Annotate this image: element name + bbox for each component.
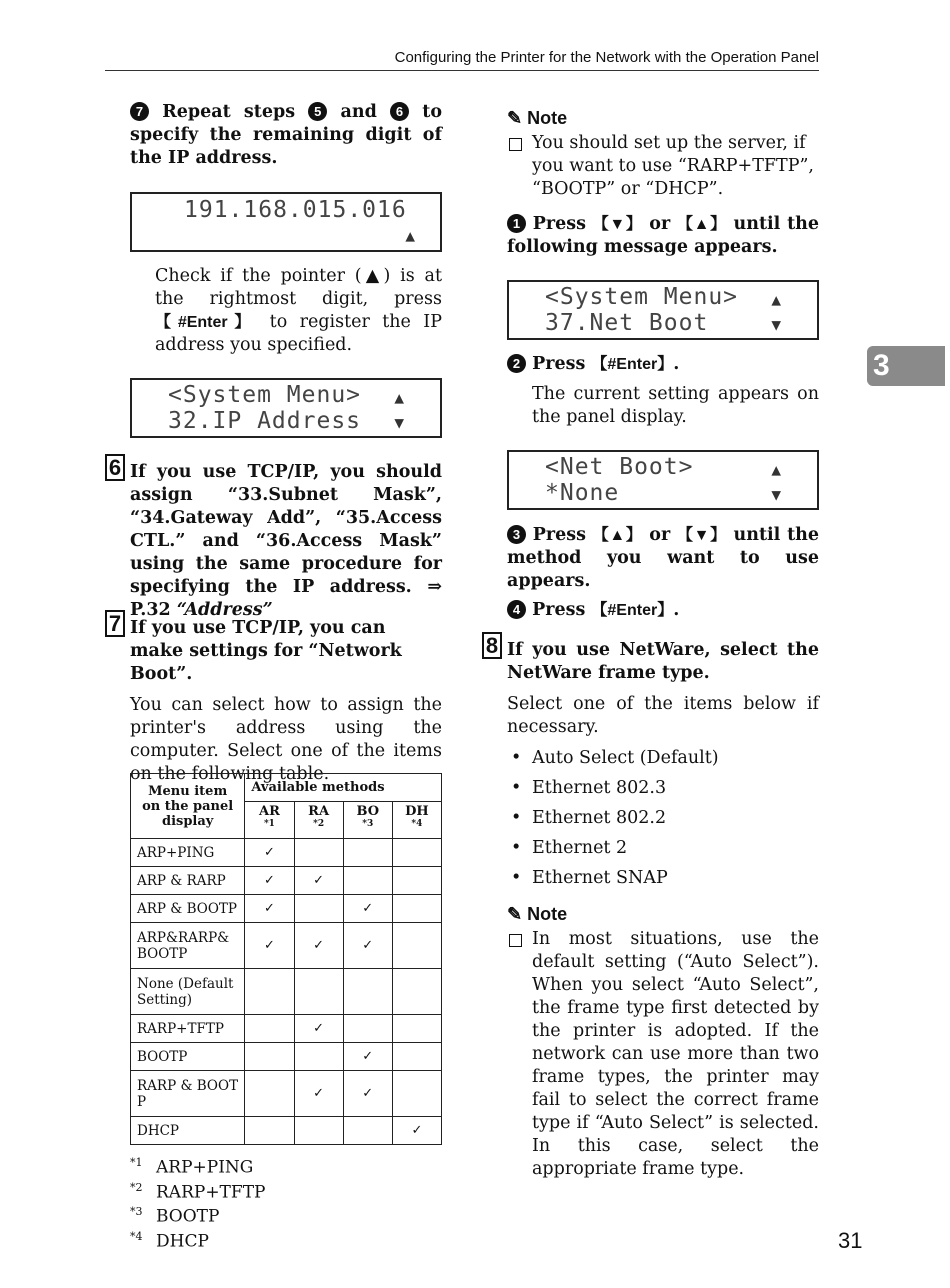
table-row <box>131 839 442 867</box>
step-8 <box>507 639 819 739</box>
page-ref-title: “Address” <box>176 600 273 620</box>
menu-item-cell: ARP+PING <box>131 839 245 867</box>
column-footnote-mark: *4 <box>411 819 423 830</box>
column-label: DH <box>405 804 429 820</box>
substep-text: Press <box>532 354 586 374</box>
table-body <box>131 839 442 1145</box>
method-check-cell <box>392 1071 441 1117</box>
method-check-cell <box>245 1071 294 1117</box>
frame-type-list <box>507 743 819 893</box>
column-header <box>245 802 294 839</box>
method-check-cell <box>392 923 441 969</box>
method-check-cell: ✓ <box>343 895 392 923</box>
check-text-b: to register the IP address you specified. <box>155 312 442 355</box>
method-check-cell <box>343 969 392 1015</box>
list-item: • Ethernet SNAP <box>507 863 819 893</box>
check-paragraph <box>155 265 442 357</box>
column-header <box>343 802 392 839</box>
list-item: • Auto Select (Default) <box>507 743 819 773</box>
substep-4 <box>507 599 819 622</box>
footnote-text: BOOTP <box>156 1206 220 1227</box>
step-number-6: 6 <box>105 454 125 481</box>
footnote-text: ARP+PING <box>156 1157 254 1178</box>
table-row <box>131 923 442 969</box>
lcd-ip-address <box>130 192 442 252</box>
method-check-cell <box>392 867 441 895</box>
method-check-cell <box>294 895 343 923</box>
menu-item-cell: ARP&RARP&BOOTP <box>131 923 245 969</box>
method-check-cell: ✓ <box>343 1071 392 1117</box>
table-row <box>131 1117 442 1145</box>
network-boot-table <box>130 773 442 1145</box>
method-check-cell <box>294 839 343 867</box>
lcd-row-1: <Net Boot> <box>545 454 694 480</box>
note-title: Note <box>527 904 568 924</box>
step-ref-5: 5 <box>308 102 327 121</box>
pencil-icon: ✎ <box>507 904 523 924</box>
lcd-row-2: 32.IP Address <box>168 408 362 434</box>
menu-item-cell: RARP+TFTP <box>131 1015 245 1043</box>
method-check-cell: ✓ <box>294 867 343 895</box>
method-check-cell: ✓ <box>245 839 294 867</box>
substep-7 <box>130 101 442 170</box>
method-check-cell <box>245 1015 294 1043</box>
method-check-cell: ✓ <box>294 1071 343 1117</box>
column-footnote-mark: *2 <box>313 819 325 830</box>
column-label: RA <box>308 804 330 820</box>
footnote-mark: *4 <box>130 1229 143 1243</box>
footnotes <box>130 1153 265 1252</box>
note-title: Note <box>527 108 568 128</box>
column-footnote-mark: *1 <box>263 819 275 830</box>
down-key: 【▼】 <box>676 527 727 544</box>
method-check-cell <box>343 839 392 867</box>
note-header <box>507 108 819 129</box>
chapter-tab <box>867 346 945 386</box>
substep-text-a: Repeat steps <box>162 102 296 122</box>
footnote-mark: *3 <box>130 1205 143 1219</box>
method-check-cell: ✓ <box>392 1117 441 1145</box>
step-7-title: If you use TCP/IP, you can make settings for “Network Boot”. <box>130 618 402 684</box>
method-check-cell: ✓ <box>343 1043 392 1071</box>
footnote-mark: *2 <box>130 1180 143 1194</box>
list-item: • Ethernet 802.2 <box>507 803 819 833</box>
list-item: • Ethernet 2 <box>507 833 819 863</box>
footnote <box>130 1202 265 1227</box>
substep-number: 1 <box>507 214 526 233</box>
method-check-cell <box>343 1015 392 1043</box>
check-text-a: Check if the pointer (▲) is at the rightmost digit, press <box>155 266 442 309</box>
enter-key: 【#Enter】 <box>591 356 674 373</box>
substep-number: 4 <box>507 600 526 619</box>
chapter-number: 3 <box>873 349 890 382</box>
lcd-row-2: *None <box>545 480 620 506</box>
step-7-body: You can select how to assign the printer's address using the computer. Select one of the items on the following table. <box>130 695 442 784</box>
method-check-cell <box>294 1043 343 1071</box>
note-2 <box>507 904 819 1181</box>
method-check-cell: ✓ <box>245 867 294 895</box>
column-header <box>294 802 343 839</box>
menu-item-cell: BOOTP <box>131 1043 245 1071</box>
page-number: 31 <box>838 1228 863 1253</box>
footnote <box>130 1153 265 1178</box>
pencil-icon: ✎ <box>507 108 523 128</box>
substep-number: 7 <box>130 102 149 121</box>
lcd-system-menu-netboot <box>507 280 819 340</box>
menu-item-cell: DHCP <box>131 1117 245 1145</box>
page-ref: ⇒ P.32 <box>130 577 442 620</box>
substep-1 <box>507 213 819 259</box>
menu-item-cell: ARP & RARP <box>131 867 245 895</box>
substep-text-b: and <box>340 102 377 122</box>
substep-text: until the following message appears. <box>507 214 820 257</box>
lcd-net-boot <box>507 450 819 510</box>
substep-text: . <box>673 354 680 374</box>
up-key: 【▲】 <box>676 216 727 233</box>
substep-2 <box>507 353 819 376</box>
method-check-cell <box>294 969 343 1015</box>
table-row <box>131 969 442 1015</box>
header-available-methods: Available methods <box>245 774 442 802</box>
method-check-cell: ✓ <box>294 1015 343 1043</box>
method-check-cell <box>392 1015 441 1043</box>
menu-item-cell: RARP & BOOTP <box>131 1071 245 1117</box>
method-check-cell: ✓ <box>245 895 294 923</box>
note-text: In most situations, use the default setting (“Auto Select”). When you select “Auto Select”, the frame type first detected by the printer is adopted. If the network can use more than two frame types, the printer may fail to select the correct frame type if “Auto Select” is selected. In this case, select the appropriate frame type. <box>532 929 819 1179</box>
step-number-7: 7 <box>105 610 125 637</box>
substep-text: . <box>673 600 680 620</box>
footnote-text: DHCP <box>156 1231 209 1252</box>
pointer-up-icon: ▲ <box>405 226 415 245</box>
column-label: AR <box>258 804 280 820</box>
substep-number: 2 <box>507 354 526 373</box>
step-8-body: Select one of the items below if necessary. <box>507 694 819 737</box>
arrow-down-icon: ▼ <box>394 413 404 432</box>
column-footnote-mark: *3 <box>362 819 374 830</box>
note-header <box>507 904 819 925</box>
method-check-cell <box>245 969 294 1015</box>
running-header <box>105 47 819 71</box>
arrow-up-icon: ▲ <box>771 460 781 479</box>
substep-text: Press <box>532 525 586 545</box>
table-row <box>131 1043 442 1071</box>
substep-text: or <box>649 214 671 234</box>
substep-text: Press <box>532 214 586 234</box>
enter-key: 【#Enter】 <box>155 314 258 331</box>
table-row <box>131 1071 442 1117</box>
method-check-cell <box>245 1043 294 1071</box>
step-6-body: If you use TCP/IP, you should assign “33.Subnet Mask”, “34.Gateway Add”, “35.Access CTL.” and “36.Access Mask” using the same procedure for specifying the IP address. <box>130 462 442 597</box>
table-row <box>131 867 442 895</box>
method-check-cell <box>392 1043 441 1071</box>
method-check-cell <box>343 867 392 895</box>
header-title: Configuring the Printer for the Network with the Operation Panel <box>394 49 819 66</box>
method-check-cell <box>392 895 441 923</box>
method-check-cell <box>294 1117 343 1145</box>
up-key: 【▲】 <box>592 527 643 544</box>
enter-key: 【#Enter】 <box>591 602 674 619</box>
substep-2-body: The current setting appears on the panel display. <box>532 384 819 427</box>
method-check-cell <box>392 839 441 867</box>
menu-item-cell: None (Default Setting) <box>131 969 245 1015</box>
arrow-up-icon: ▲ <box>394 388 404 407</box>
substep-text-c: to specify the remaining digit of the IP address. <box>130 102 443 168</box>
arrow-up-icon: ▲ <box>771 290 781 309</box>
checkbox-icon <box>509 138 522 151</box>
checkbox-icon <box>509 934 522 947</box>
method-check-cell <box>343 1117 392 1145</box>
method-check-cell: ✓ <box>294 923 343 969</box>
arrow-down-icon: ▼ <box>771 485 781 504</box>
table-row <box>131 1015 442 1043</box>
lcd-row-1: <System Menu> <box>545 284 739 310</box>
method-check-cell: ✓ <box>343 923 392 969</box>
footnote-mark: *1 <box>130 1156 143 1169</box>
note-text: You should set up the server, if you want to use “RARP+TFTP”, “BOOTP” or “DHCP”. <box>532 133 814 199</box>
step-7 <box>130 617 442 786</box>
step-ref-6: 6 <box>390 102 409 121</box>
footnote-text: RARP+TFTP <box>156 1182 266 1203</box>
lcd-row-2: 37.Net Boot <box>545 310 709 336</box>
step-6-text <box>130 461 442 622</box>
column-label: BO <box>356 804 380 820</box>
note-1 <box>507 108 819 201</box>
substep-number: 3 <box>507 525 526 544</box>
substep-text: Press <box>532 600 586 620</box>
step-number-8: 8 <box>482 632 502 659</box>
method-check-cell: ✓ <box>245 923 294 969</box>
method-check-cell <box>245 1117 294 1145</box>
method-check-cell <box>392 969 441 1015</box>
substep-text: or <box>649 525 671 545</box>
down-key: 【▼】 <box>592 216 643 233</box>
footnote <box>130 1227 265 1252</box>
lcd-row-1: 191.168.015.016 <box>184 197 407 223</box>
menu-item-cell: ARP & BOOTP <box>131 895 245 923</box>
step-8-title: If you use NetWare, select the NetWare frame type. <box>507 640 819 683</box>
substep-3 <box>507 524 819 593</box>
column-header <box>392 802 441 839</box>
table-row <box>131 895 442 923</box>
arrow-down-icon: ▼ <box>771 315 781 334</box>
lcd-system-menu-ip <box>130 378 442 438</box>
lcd-row-1: <System Menu> <box>168 382 362 408</box>
footnote <box>130 1178 265 1203</box>
list-item: • Ethernet 802.3 <box>507 773 819 803</box>
substep-text: until the method you want to use appears. <box>507 525 820 591</box>
header-menu-item: Menu item on the panel display <box>131 774 245 839</box>
